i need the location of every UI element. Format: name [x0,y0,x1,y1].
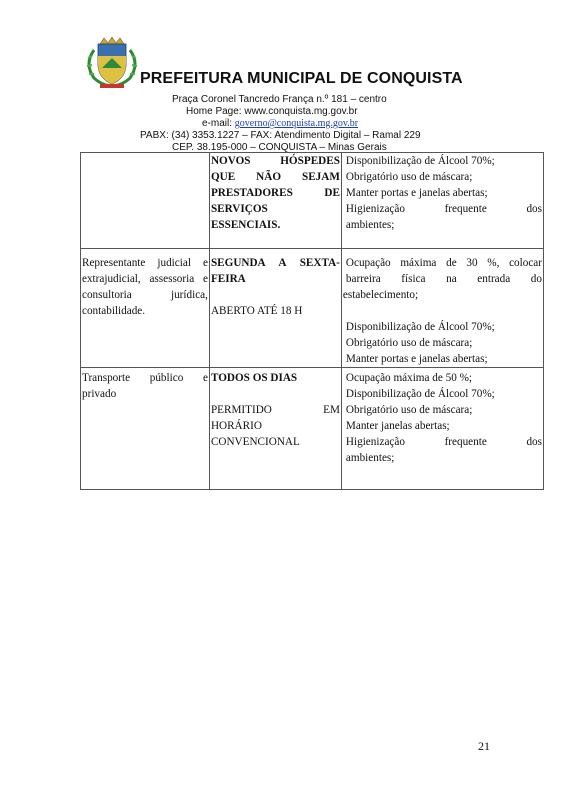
phone-line: PABX: (34) 3353.1227 – FAX: Atendimento Digital – Ramal 229 [140,130,421,141]
measure-item: Higienização frequente dos [345,203,542,215]
cell-line: Transporte público e [82,372,208,384]
measure-item: Obrigatório uso de máscara; [345,337,473,349]
measure-item: Manter portas e janelas abertas; [345,187,488,199]
address-line: Praça Coronel Tancredo França n.º 181 – centro [172,94,387,105]
table-cell-activity [81,153,210,249]
cell-line: CONVENCIONAL [210,436,300,448]
cell-line: Representante judicial e [82,257,208,269]
cell-line: FEIRA [210,273,246,285]
schedule-title: TODOS OS DIAS [210,372,298,384]
table-cell-measures [341,153,543,249]
table-cell-schedule [209,368,341,490]
opening-note: ABERTO ATÉ 18 H [210,305,303,317]
cell-line: NOVOS HÓSPEDES [210,155,340,167]
cell-line: SEGUNDA A SEXTA- [210,257,340,269]
table-cell-activity [81,249,210,368]
cell-line: extrajudicial, assessoria e [82,273,208,285]
municipal-crest-logo [80,34,140,90]
rules-table [80,152,544,490]
table-cell-measures [341,249,543,368]
cell-line: consultoria jurídica, [82,289,208,301]
measure-item: Higienização frequente dos [345,436,542,448]
cell-line: SERVIÇOS [210,203,268,215]
measure-item: Disponibilização de Álcool 70%; [345,155,495,167]
cell-line: privado [82,388,117,400]
measure-item: barreira física na entrada do [345,273,542,285]
table-row [81,153,544,249]
measure-item: Manter janelas abertas; [345,420,450,432]
cell-line: HORÁRIO [210,420,262,432]
cell-line: PRESTADORES DE [210,187,340,199]
table-cell-activity [81,368,210,490]
measure-item: Manter portas e janelas abertas; [345,353,488,365]
homepage-line: Home Page: www.conquista.mg.gov.br [186,106,358,117]
cell-line: QUE NÃO SEJAM [210,171,340,183]
table-cell-schedule [209,249,341,368]
measure-item: Disponibilização de Álcool 70%; [345,388,495,400]
measure-item: ambientes; [345,452,395,464]
page-number: 21 [478,739,490,753]
cell-line: contabilidade. [82,305,146,317]
table-row [81,368,544,490]
measure-item: Obrigatório uso de máscara; [345,404,473,416]
cell-line: PERMITIDO EM [210,404,340,416]
measure-item: Obrigatório uso de máscara; [345,171,473,183]
email-label: e-mail: [202,118,235,129]
cep-line: CEP. 38.195-000 – CONQUISTA – Minas Gerais [172,142,387,153]
measure-item: Ocupação máxima de 30 %, colocar [345,257,542,269]
table-cell-schedule [209,153,341,249]
measure-item: Ocupação máxima de 50 %; [345,372,473,384]
institution-title: PREFEITURA MUNICIPAL DE CONQUISTA [140,70,463,87]
email-line [202,118,358,130]
cell-line: ESSENCIAIS. [210,219,281,231]
email-link[interactable]: governo@conquista.mg.gov.br [234,118,359,129]
measure-item: estabelecimento; [342,289,419,301]
measure-item: ambientes; [345,219,395,231]
measure-item: Disponibilização de Álcool 70%; [345,321,495,333]
table-row [81,249,544,368]
table-cell-measures [341,368,543,490]
